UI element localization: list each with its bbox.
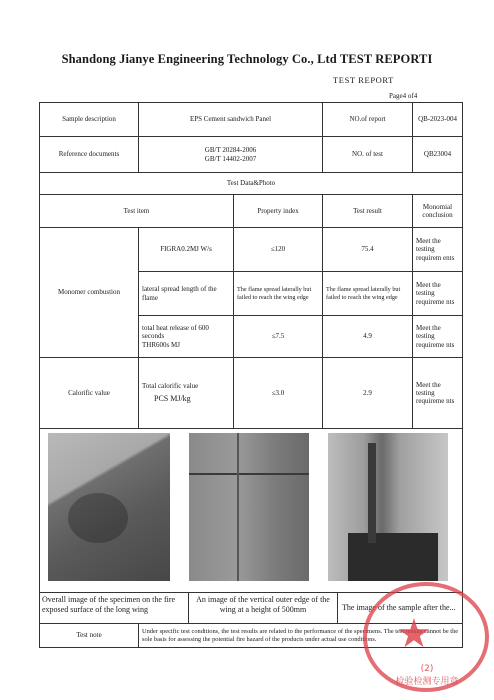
photo3-caption: The image of the sample after the... bbox=[342, 603, 456, 612]
report-no-value: QB-2023-004 bbox=[413, 103, 463, 137]
report-no-label: NO.of report bbox=[323, 103, 413, 137]
pcs-result: 2.9 bbox=[323, 358, 413, 429]
col-test-item: Test item bbox=[40, 195, 234, 228]
sample-value: EPS Cement sandwich Panel bbox=[139, 103, 323, 137]
pcs-row bbox=[40, 358, 463, 429]
pcs-label bbox=[139, 358, 234, 429]
note-text: Under specific test conditions, the test results are related to the performance of the specimens. The test results cannot be the sole basis for assessing the potential fire hazard of the products under actual use conditions. bbox=[139, 624, 463, 648]
thr-label-1: total heat release of 600 seconds bbox=[142, 324, 209, 341]
note-label: Test note bbox=[40, 624, 139, 648]
thr-conclusion: Meet the testing requireme nts bbox=[413, 316, 463, 358]
section-row bbox=[40, 173, 463, 195]
thr-label-2: THR600s MJ bbox=[142, 340, 180, 349]
figra-row bbox=[40, 228, 463, 272]
figra-label: FIGRA0.2MJ W/s bbox=[139, 228, 234, 272]
reference-label: Reference documents bbox=[40, 137, 139, 173]
col-conclusion: Monomial conclusion bbox=[413, 195, 463, 228]
pcs-label-2: PCS MJ/kg bbox=[154, 394, 191, 404]
thr-index: ≤7.5 bbox=[234, 316, 323, 358]
stamp-label: 检验检测专用章 bbox=[395, 677, 459, 687]
report-title: Shandong Jianye Engineering Technology Co., Ltd TEST REPORTI bbox=[61, 52, 433, 66]
figra-conclusion: Meet the testing requirem ents bbox=[413, 228, 463, 272]
sample-label: Sample description bbox=[40, 103, 139, 137]
pcs-label-1: Total calorific value bbox=[142, 382, 199, 391]
pcs-index: ≤3.0 bbox=[234, 358, 323, 429]
lfs-index: The flame spread laterally but failed to reach the wing edge bbox=[234, 272, 323, 316]
thr-label bbox=[139, 316, 234, 358]
calorific-label: Calorific value bbox=[40, 358, 139, 429]
reference-row bbox=[40, 137, 463, 173]
pcs-conclusion: Meet the testing requireme nts bbox=[413, 358, 463, 429]
report-subtitle: TEST REPORT bbox=[333, 75, 394, 85]
page-number: Page4 of4 bbox=[389, 92, 418, 100]
reference-value-2: GB/T 14402-2007 bbox=[204, 154, 257, 163]
monomer-label: Monomer combustion bbox=[40, 228, 139, 358]
test-no-label: NO. of test bbox=[323, 137, 413, 173]
test-no-value: QB23004 bbox=[413, 137, 463, 173]
reference-value-1: GB/T 20284-2006 bbox=[204, 146, 257, 155]
specimen-photo-after-test bbox=[328, 433, 448, 581]
figra-result: 75.4 bbox=[323, 228, 413, 272]
stamp-star-icon: ★ bbox=[396, 611, 432, 657]
photo1-caption: Overall image of the specimen on the fire exposed surface of the long wing bbox=[40, 593, 189, 623]
lfs-label: lateral spread length of the flame bbox=[139, 272, 234, 316]
section-title: Test Data&Photo bbox=[40, 173, 463, 195]
lfs-conclusion: Meet the testing requireme nts bbox=[413, 272, 463, 316]
figra-index: ≤120 bbox=[234, 228, 323, 272]
specimen-photo-vertical-edge bbox=[189, 433, 309, 581]
col-property-index: Property index bbox=[234, 195, 323, 228]
thr-result: 4.9 bbox=[323, 316, 413, 358]
stamp-number: (2) bbox=[420, 664, 434, 674]
column-header-row bbox=[40, 195, 463, 228]
specimen-photo-long-wing bbox=[48, 433, 170, 581]
stamp-text bbox=[372, 664, 482, 687]
col-test-result: Test result bbox=[323, 195, 413, 228]
sample-row bbox=[40, 103, 463, 137]
photo2-caption: An image of the vertical outer edge of the wing at a height of 500mm bbox=[189, 593, 338, 623]
lfs-result: The flame spread laterally but failed to reach the wing edge bbox=[323, 272, 413, 316]
reference-value bbox=[139, 137, 323, 173]
